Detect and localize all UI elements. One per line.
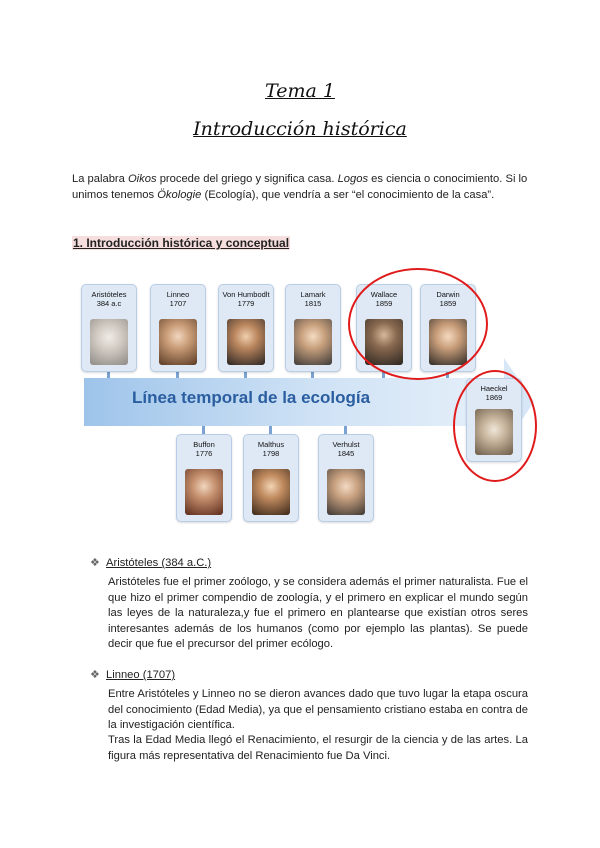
timeline-card-wallace: Wallace 1859 — [356, 284, 412, 372]
timeline-card-buffon: Buffon 1776 — [176, 434, 232, 522]
paragraph: Tras la Edad Media llegó el Renacimiento, el resurgir de la ciencia y de las artes. La figura más representativa del Renacimiento fue Da Vinci. — [108, 734, 528, 762]
timeline-card-linneo: Linneo 1707 — [150, 284, 206, 372]
timeline-card-aristoteles: Aristóteles 384 a.c — [81, 284, 137, 372]
linneo-portrait — [159, 319, 197, 365]
timeline-card-lamark: Lamark 1815 — [285, 284, 341, 372]
diamond-bullet-icon: ❖ — [90, 669, 101, 681]
highlight-circle — [348, 268, 488, 380]
timeline-label: Línea temporal de la ecología — [132, 388, 371, 407]
paragraph: Aristóteles fue el primer zoólogo, y se considera además el primer naturalista. Fue el que hizo el primer compendio de zoología, y el primero en explicar el mundo según las leyes de la naturaleza,y fue el primero en plantearse que existían otros seres interesantes además de los humanos (como por ejemplo las plantas). Se puede decir que fue el precursor del primer ecólogo. — [108, 576, 528, 650]
bullet-aristoteles: ❖ Aristóteles (384 a.C.) — [90, 557, 212, 569]
aristoteles-portrait — [90, 319, 128, 365]
paragraph: Entre Aristóteles y Linneo no se dieron avances dado que tuvo lugar la etapa oscura del conocimiento (Edad Media), ya que el pensamiento cristiano estaba en contra de la investigación científica. — [108, 688, 528, 731]
bullet-linneo: ❖ Linneo (1707) — [90, 669, 176, 681]
timeline-card-malthus: Malthus 1798 — [243, 434, 299, 522]
humboldt-portrait — [227, 319, 265, 365]
page-subtitle: Introducción histórica — [193, 118, 407, 140]
malthus-portrait — [252, 469, 290, 515]
highlight-circle — [453, 370, 537, 482]
diamond-bullet-icon: ❖ — [90, 557, 101, 569]
verhulst-portrait — [327, 469, 365, 515]
timeline-card-darwin: Darwin 1859 — [420, 284, 476, 372]
timeline-card-verhulst: Verhulst 1845 — [318, 434, 374, 522]
section-heading: 1. Introducción histórica y conceptual — [73, 236, 290, 250]
buffon-portrait — [185, 469, 223, 515]
intro-paragraph: La palabra Oikos procede del griego y significa casa. Logos es ciencia o conocimiento. Si lo unimos tenemos Ökologie (Ecología), que vendría a ser “el conocimiento de la casa”. — [72, 173, 528, 201]
lamark-portrait — [294, 319, 332, 365]
timeline-card-humboldt: Von Humbodlt 1779 — [218, 284, 274, 372]
page-title: Tema 1 — [265, 80, 335, 102]
timeline-card-haeckel: Haeckel 1869 — [466, 378, 522, 462]
